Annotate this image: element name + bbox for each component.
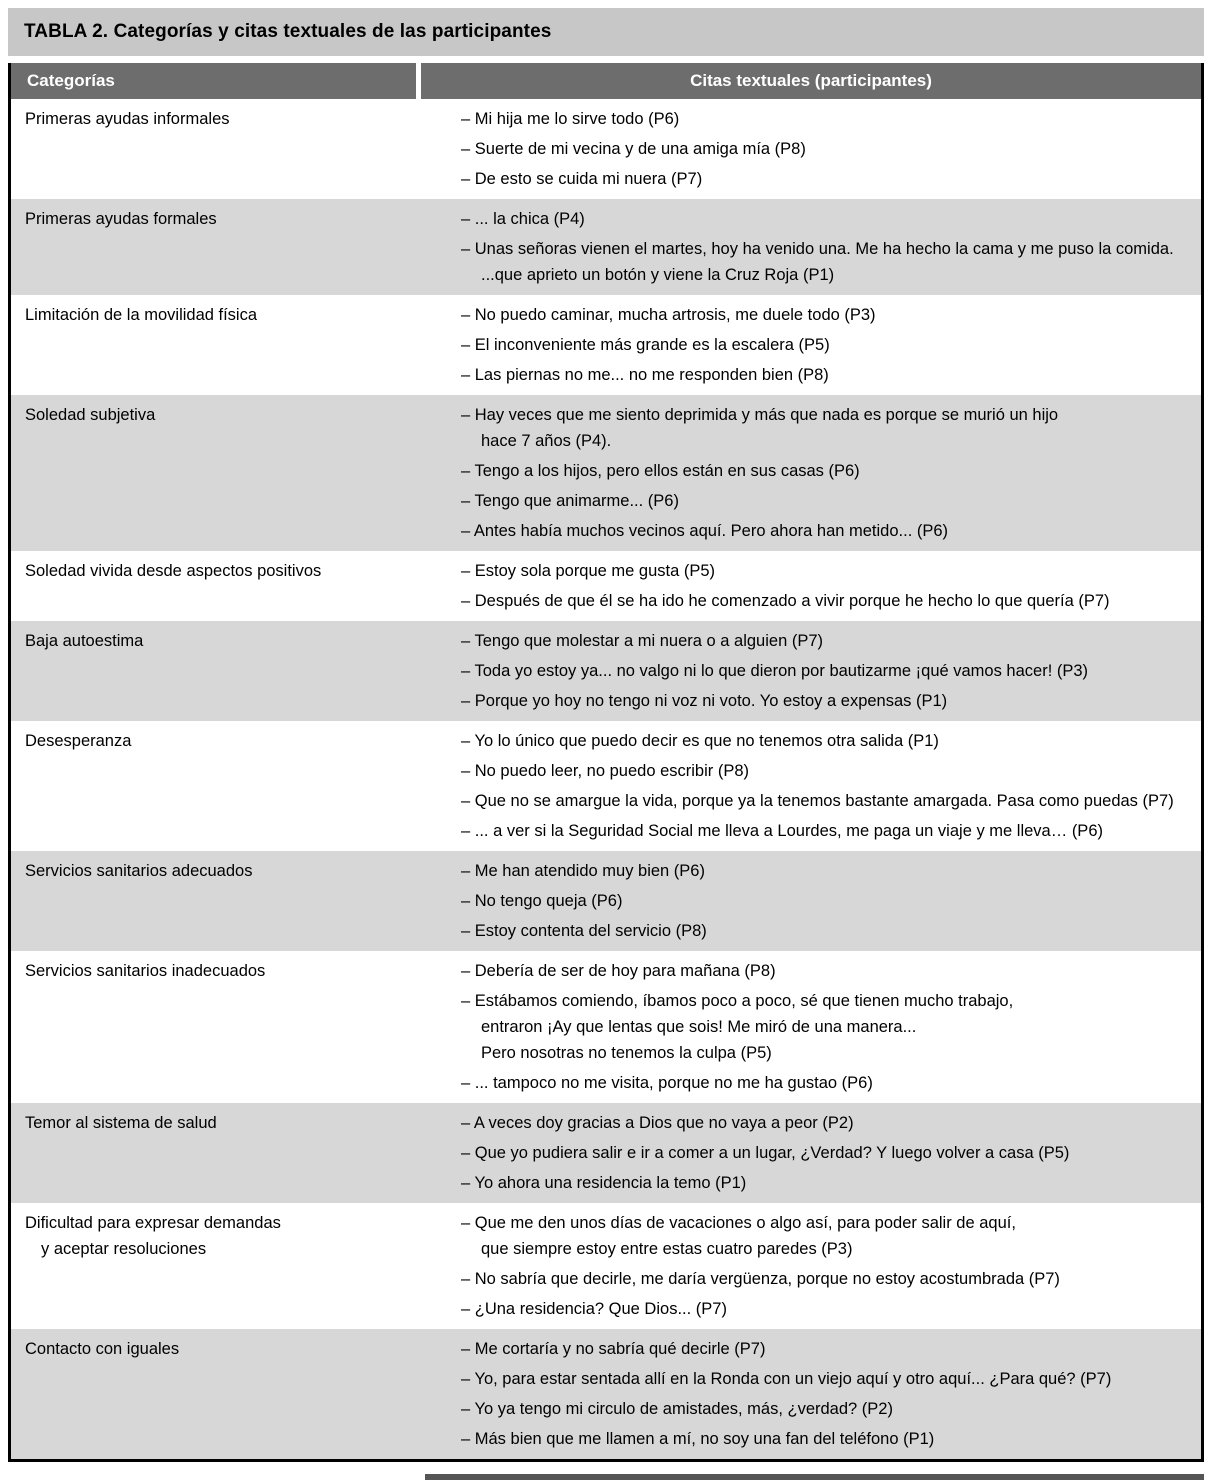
category-cell [11,295,416,395]
category-label: Servicios sanitarios inadecuados [25,962,266,980]
table-header-row [11,63,1201,99]
quote [461,206,1189,232]
quote [461,818,1189,844]
quotes-cell [416,621,1201,721]
quote [461,518,1189,544]
quote-line: – Estoy sola porque me gusta (P5) [461,562,716,580]
category-cell [11,1329,416,1459]
quote [461,1296,1189,1322]
quote [461,402,1189,454]
table-row [11,1203,1201,1329]
quote [461,1170,1189,1196]
column-header-citas-textuales: Citas textuales (participantes) [421,63,1201,99]
quote [461,1366,1189,1392]
quote-line: entraron ¡Ay que lentas que sois! Me miró de una manera... [481,1018,917,1036]
quote-line: – ... la chica (P4) [461,210,585,228]
table-2 [8,63,1204,1462]
table-row [11,1329,1201,1459]
table-row [11,99,1201,199]
table-row [11,621,1201,721]
category-cell [11,1103,416,1203]
quote-line: – Que me den unos días de vacaciones o algo así, para poder salir de aquí, [461,1214,1016,1232]
category-cell [11,395,416,551]
category-cell [11,99,416,199]
quote-line: – Me han atendido muy bien (P6) [461,862,705,880]
category-cell [11,721,416,851]
quote-line: – Que yo pudiera salir e ir a comer a un lugar, ¿Verdad? Y luego volver a casa (P5) [461,1144,1070,1162]
quote-line: – De esto se cuida mi nuera (P7) [461,170,703,188]
quote-line: – Hay veces que me siento deprimida y más que nada es porque se murió un hijo [461,406,1059,424]
category-cell [11,551,416,621]
quote [461,166,1189,192]
quote-line: – Tengo que molestar a mi nuera o a alguien (P7) [461,632,824,650]
category-label: y aceptar resoluciones [41,1240,207,1258]
table-title: TABLA 2. Categorías y citas textuales de las participantes [8,8,1204,56]
quote-line: – El inconveniente más grande es la escalera (P5) [461,336,830,354]
title-header-gap [8,56,1204,63]
quotes-cell [416,851,1201,951]
category-label: Desesperanza [25,732,132,750]
quote-line: – Tengo que animarme... (P6) [461,492,679,510]
quote-line: – No puedo caminar, mucha artrosis, me duele todo (P3) [461,306,876,324]
quote-line: – Unas señoras vienen el martes, hoy ha venido una. Me ha hecho la cama y me puso la comida. [461,240,1174,258]
quote [461,728,1189,754]
quotes-cell [416,199,1201,295]
quote [461,558,1189,584]
quote-line: – Yo lo único que puedo decir es que no tenemos otra salida (P1) [461,732,939,750]
category-label: Contacto con iguales [25,1340,180,1358]
quote-line: – Debería de ser de hoy para mañana (P8) [461,962,776,980]
quotes-cell [416,1329,1201,1459]
table-row [11,199,1201,295]
quote [461,628,1189,654]
quote [461,858,1189,884]
category-label: Dificultad para expresar demandas [25,1214,281,1232]
quote [461,1426,1189,1452]
quote [461,136,1189,162]
quote-line: – Yo, para estar sentada allí en la Ronda con un viejo aquí y otro aquí... ¿Para qué? (P7) [461,1370,1112,1388]
quote-line: que siempre estoy entre estas cuatro paredes (P3) [481,1240,853,1258]
quote-line: – Más bien que me llamen a mí, no soy una fan del teléfono (P1) [461,1430,935,1448]
quote [461,1070,1189,1096]
next-section-cutoff [425,1474,1204,1480]
category-cell [11,951,416,1103]
quote [461,1110,1189,1136]
category-label: Primeras ayudas informales [25,110,230,128]
quote-line: ...que aprieto un botón y viene la Cruz Roja (P1) [481,266,835,284]
quote [461,658,1189,684]
quote-line: – ¿Una residencia? Que Dios... (P7) [461,1300,727,1318]
quote [461,1210,1189,1262]
quote [461,1396,1189,1422]
quotes-cell [416,951,1201,1103]
quote-line: – Me cortaría y no sabría qué decirle (P7) [461,1340,766,1358]
table-row [11,551,1201,621]
quote [461,918,1189,944]
table-row [11,721,1201,851]
quote-line: – Estoy contenta del servicio (P8) [461,922,707,940]
category-cell [11,199,416,295]
quote [461,236,1189,288]
quote [461,888,1189,914]
quote [461,106,1189,132]
quote-line: Pero nosotras no tenemos la culpa (P5) [481,1044,772,1062]
table-row [11,951,1201,1103]
quote-line: – Mi hija me lo sirve todo (P6) [461,110,680,128]
quote [461,688,1189,714]
quote-line: – Porque yo hoy no tengo ni voz ni voto. Yo estoy a expensas (P1) [461,692,948,710]
quote-line: – Que no se amargue la vida, porque ya la tenemos bastante amargada. Pasa como puedas (P7) [461,792,1174,810]
category-label: Primeras ayudas formales [25,210,217,228]
quote [461,332,1189,358]
quote [461,1140,1189,1166]
quote [461,1336,1189,1362]
quote-line: – No puedo leer, no puedo escribir (P8) [461,762,750,780]
quote-line: – A veces doy gracias a Dios que no vaya a peor (P2) [461,1114,854,1132]
table-row [11,395,1201,551]
quote-line: – Yo ya tengo mi circulo de amistades, más, ¿verdad? (P2) [461,1400,893,1418]
quotes-cell [416,721,1201,851]
quotes-cell [416,295,1201,395]
quote-line: – ... tampoco no me visita, porque no me ha gustao (P6) [461,1074,873,1092]
quote [461,1266,1189,1292]
quote [461,988,1189,1066]
quote [461,758,1189,784]
quote-line: – ... a ver si la Seguridad Social me lleva a Lourdes, me paga un viaje y me lleva… (P6) [461,822,1103,840]
table-body [11,99,1201,1459]
quotes-cell [416,395,1201,551]
quote [461,588,1189,614]
quote-line: – Tengo a los hijos, pero ellos están en sus casas (P6) [461,462,860,480]
category-cell [11,1203,416,1329]
quote [461,302,1189,328]
category-label: Servicios sanitarios adecuados [25,862,253,880]
category-cell [11,621,416,721]
table-row [11,295,1201,395]
category-cell [11,851,416,951]
table-row [11,851,1201,951]
table-row [11,1103,1201,1203]
category-label: Limitación de la movilidad física [25,306,258,324]
quote-line: – No sabría que decirle, me daría vergüenza, porque no estoy acostumbrada (P7) [461,1270,1060,1288]
quotes-cell [416,1203,1201,1329]
quote-line: – Yo ahora una residencia la temo (P1) [461,1174,747,1192]
quote-line: – Suerte de mi vecina y de una amiga mía (P8) [461,140,806,158]
quote [461,362,1189,388]
quotes-cell [416,1103,1201,1203]
quote-line: – Después de que él se ha ido he comenzado a vivir porque he hecho lo que quería (P7) [461,592,1110,610]
quote-line: hace 7 años (P4). [481,432,612,450]
quote-line: – Toda yo estoy ya... no valgo ni lo que dieron por bautizarme ¡qué vamos hacer! (P3) [461,662,1089,680]
quote-line: – Las piernas no me... no me responden bien (P8) [461,366,829,384]
category-label: Soledad subjetiva [25,406,156,424]
quote [461,488,1189,514]
column-header-categorias: Categorías [11,63,416,99]
quote-line: – No tengo queja (P6) [461,892,623,910]
quote [461,958,1189,984]
category-label: Soledad vivida desde aspectos positivos [25,562,322,580]
category-label: Baja autoestima [25,632,144,650]
quote [461,458,1189,484]
category-label: Temor al sistema de salud [25,1114,217,1132]
quotes-cell [416,99,1201,199]
quote-line: – Antes había muchos vecinos aquí. Pero ahora han metido... (P6) [461,522,949,540]
quote-line: – Estábamos comiendo, íbamos poco a poco, sé que tienen mucho trabajo, [461,992,1014,1010]
quote [461,788,1189,814]
quotes-cell [416,551,1201,621]
